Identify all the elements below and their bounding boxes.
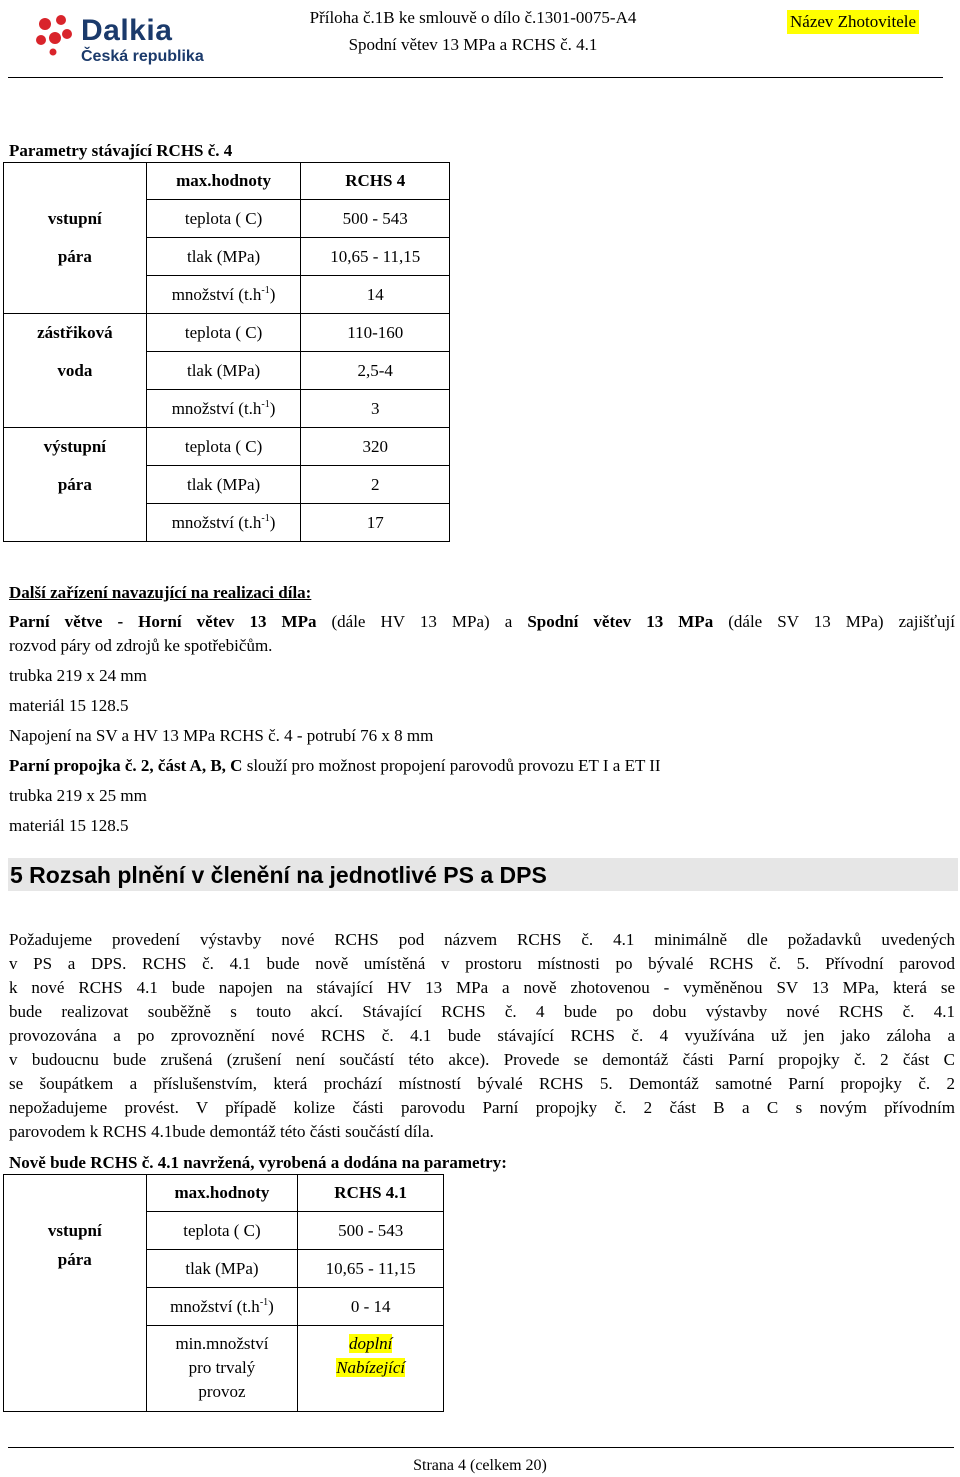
- table-row: [4, 314, 450, 352]
- header-title: [278, 4, 668, 58]
- param-label-min-amount: min.množství pro trvalý provoz: [146, 1326, 298, 1412]
- param-label: množství $(t.h^{-1})$: [146, 390, 301, 428]
- fill-in-marker: doplní: [348, 1334, 393, 1353]
- param-value: 17: [301, 504, 450, 542]
- logo-wordmark: Dalkia: [81, 14, 173, 47]
- param-value: 3: [301, 390, 450, 428]
- group-label: vstupní: [4, 1212, 147, 1250]
- paragraph-line: Požadujeme provedení výstavby nové RCHS pod názvem RCHS č. 4.1 minimálně dle požadavků uvedených: [9, 930, 955, 949]
- pipe-spec-1: trubka 219 x 24 mm: [9, 666, 147, 685]
- param-value-min-amount: [298, 1326, 444, 1412]
- table-row: [4, 1288, 444, 1326]
- dalkia-logo-icon: [33, 12, 77, 56]
- table-row: [4, 428, 450, 466]
- param-value: 500 - 543: [301, 200, 450, 238]
- param-value: 10,65 - 11,15: [298, 1250, 444, 1288]
- param-label: teplota ( C): [146, 200, 301, 238]
- header-line-1: Příloha č.1B ke smlouvě o dílo č.1301-0075-A4: [309, 8, 637, 27]
- param-label: množství $(t.h^{-1})$: [146, 276, 301, 314]
- page-number: Strana 4 (celkem 20): [413, 1457, 547, 1474]
- param-label: tlak (MPa): [146, 466, 301, 504]
- section-5-paragraph: [9, 928, 955, 1144]
- col-header-max: max.hodnoty: [146, 1175, 298, 1212]
- table-row: [4, 352, 450, 390]
- col-header-rchs: RCHS 4.1: [298, 1175, 444, 1212]
- param-label: tlak (MPa): [146, 1250, 298, 1288]
- header-divider: [8, 77, 943, 78]
- param-label: tlak (MPa): [146, 352, 301, 390]
- material-spec-1: materiál 15 128.5: [9, 696, 129, 715]
- table-header-row: [4, 1175, 444, 1212]
- param-value: 0 - 14: [298, 1288, 444, 1326]
- contractor-name: Název Zhotovitele: [787, 10, 919, 34]
- param-value: 2: [301, 466, 450, 504]
- table-row: [4, 466, 450, 504]
- table-row: [4, 1212, 444, 1250]
- existing-params-heading: Parametry stávající RCHS č. 4: [9, 141, 233, 160]
- paragraph-line: v PS a DPS. RCHS č. 4.1 bude nově umístěná v prostoru místnosti po bývalé RCHS č. 5. Přívodní parovod: [9, 954, 955, 973]
- existing-params-table: [3, 162, 450, 542]
- paragraph-line: se šoupátkem a příslušenstvím, která prochází místností bývalé RCHS 5. Demontáž samotné Parní propojky č. 2: [9, 1074, 955, 1093]
- paragraph-line: parovodem k RCHS 4.1bude demontáž této části součástí díla.: [9, 1122, 434, 1141]
- param-value: 10,65 - 11,15: [301, 238, 450, 276]
- group-label: zástřiková: [4, 314, 147, 352]
- table-row: [4, 276, 450, 314]
- paragraph-line: provozována a po zprovoznění nové RCHS č. 4.1 bude stávající RCHS č. 4 využívána už jen jako záloha a: [9, 1026, 955, 1045]
- steam-link-text: Parní propojka č. 2, část A, B, C slouží pro možnost propojení parovodů provozu ET I a ET II: [9, 756, 661, 775]
- param-label: teplota ( C): [146, 314, 301, 352]
- table-row: [4, 504, 450, 542]
- fill-in-marker: Nabízející: [336, 1358, 406, 1377]
- param-label: množství $(t.h^{-1})$: [146, 504, 301, 542]
- table-header-row: [4, 163, 450, 200]
- footer-divider: [8, 1447, 954, 1448]
- group-label: pára: [4, 238, 147, 276]
- pipe-spec-2: trubka 219 x 25 mm: [9, 786, 147, 805]
- connection-text: Napojení na SV a HV 13 MPa RCHS č. 4 - potrubí 76 x 8 mm: [9, 726, 434, 745]
- paragraph-line: v budoucnu bude zrušená (zrušení není součástí této akce). Provede se demontáž části Parní propojky č. 2 část C: [9, 1050, 955, 1069]
- table-row: [4, 238, 450, 276]
- col-header-rchs: RCHS 4: [301, 163, 450, 200]
- param-value: 2,5-4: [301, 352, 450, 390]
- table-row: [4, 390, 450, 428]
- param-label: teplota ( C): [146, 1212, 298, 1250]
- table-row: [4, 200, 450, 238]
- param-label: teplota ( C): [146, 428, 301, 466]
- new-params-heading: Nově bude RCHS č. 4.1 navržená, vyrobená a dodána na parametry:: [9, 1153, 507, 1172]
- branches-paragraph: Parní větve - Horní větev 13 MPa (dále HV 13 MPa) a Spodní větev 13 MPa (dále SV 13 MPa) zajišťují rozvod páry od zdrojů ke spotřebičům.: [9, 612, 955, 655]
- param-label: tlak (MPa): [146, 238, 301, 276]
- table-row: [4, 1326, 444, 1412]
- param-value: 110-160: [301, 314, 450, 352]
- group-label: pára: [4, 1250, 147, 1288]
- header-line-2: Spodní větev 13 MPa a RCHS č. 4.1: [348, 35, 598, 54]
- group-label: vstupní: [4, 200, 147, 238]
- param-value: 500 - 543: [298, 1212, 444, 1250]
- col-header-max: max.hodnoty: [146, 163, 301, 200]
- param-value: 320: [301, 428, 450, 466]
- material-spec-2: materiál 15 128.5: [9, 816, 129, 835]
- paragraph-line: nepožadujeme provést. V případě kolize části parovodu Parní propojky č. 2 část B a C s novým přívodním: [9, 1098, 955, 1117]
- paragraph-line: k nové RCHS 4.1 bude napojen na stávající HV 13 MPa a nově zhotovenou - vyměněnou SV 13 MPa, která se: [9, 978, 955, 997]
- table-row: [4, 1250, 444, 1288]
- paragraph-line: bude realizovat souběžně s touto akcí. Stávající RCHS č. 4 bude po dobu výstavby nové RCHS č. 4.1: [9, 1002, 955, 1021]
- param-label: množství $(t.h^{-1})$: [146, 1288, 298, 1326]
- new-params-table: [3, 1174, 444, 1412]
- related-equipment-heading: Další zařízení navazující na realizaci díla:: [9, 583, 312, 602]
- group-label: výstupní: [4, 428, 147, 466]
- group-label: voda: [4, 352, 147, 390]
- group-label: pára: [4, 466, 147, 504]
- param-value: 14: [301, 276, 450, 314]
- section-5-title: 5 Rozsah plnění v členění na jednotlivé PS a DPS: [10, 862, 547, 888]
- company-logo: [33, 8, 233, 68]
- logo-subtitle: Česká republika: [81, 48, 204, 65]
